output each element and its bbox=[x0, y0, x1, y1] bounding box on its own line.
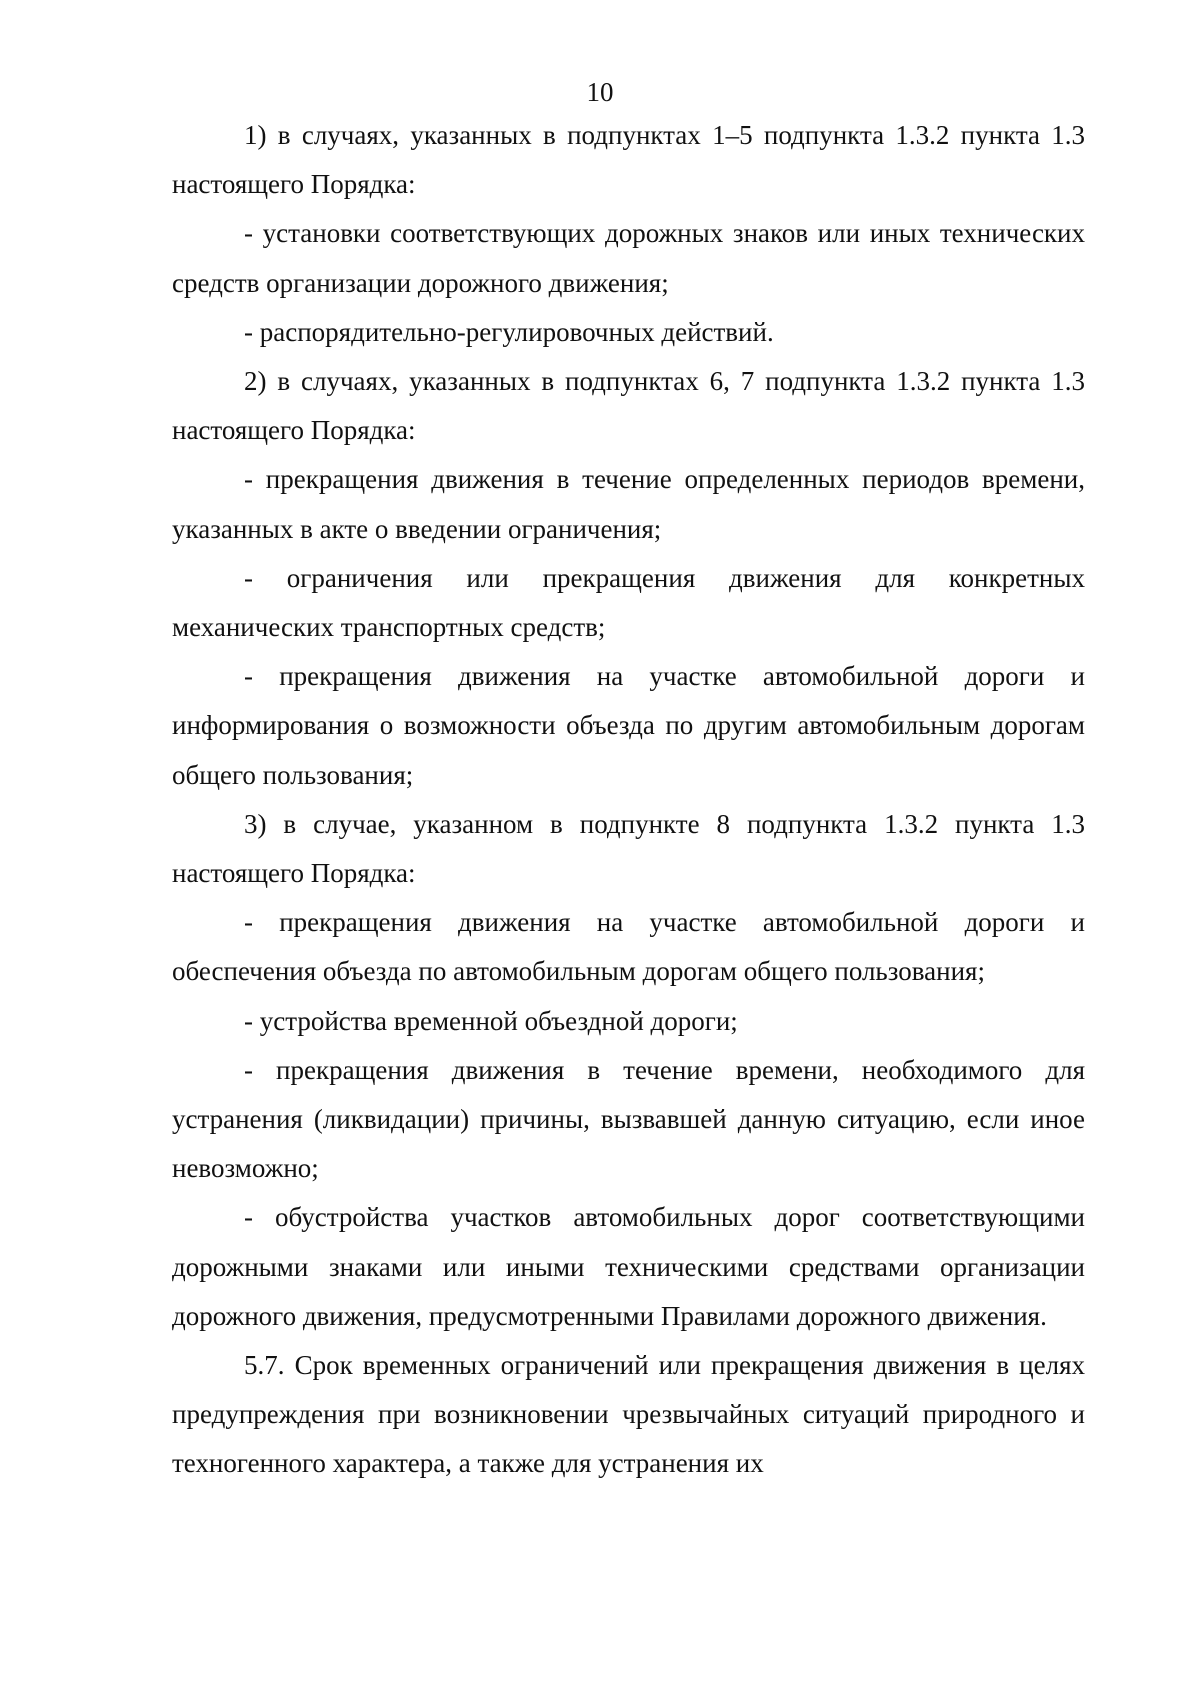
paragraph-bullet-road-signs: - установки соответствующих дорожных знаков или иных технических средств организации дорожного движения; bbox=[172, 218, 1085, 298]
paragraph-item-2: 2) в случаях, указанных в подпунктах 6, 7 подпункта 1.3.2 пункта 1.3 настоящего Порядка: bbox=[172, 366, 1085, 446]
paragraph-bullet-detour-information: - прекращения движения на участке автомобильной дороги и информирования о возможности объезда по другим автомобильным дорогам общего пользования; bbox=[172, 661, 1085, 790]
paragraph-bullet-temporary-bypass: - устройства временной объездной дороги; bbox=[244, 1005, 738, 1036]
paragraph-item-3: 3) в случае, указанном в подпункте 8 подпункта 1.3.2 пункта 1.3 настоящего Порядка: bbox=[172, 808, 1085, 889]
paragraph-bullet-road-equipment: - обустройства участков автомобильных дорог соответствующими дорожными знаками или иными техническими средствами организации дорожного движения, предусмотренными Правилами дорожного движения. bbox=[172, 1202, 1085, 1331]
paragraph-section-5-7: 5.7. Срок временных ограничений или прекращения движения в целях предупреждения при возникновении чрезвычайных ситуаций природного и техногенного характера, а также для устранения их bbox=[172, 1350, 1085, 1479]
paragraph-bullet-detour-provision: - прекращения движения на участке автомобильной дороги и обеспечения объезда по автомобильным дорогам общего пользования; bbox=[172, 907, 1085, 987]
page-number: 10 bbox=[586, 77, 614, 107]
paragraph-item-1: 1) в случаях, указанных в подпунктах 1–5 подпункта 1.3.2 пункта 1.3 настоящего Порядка: bbox=[172, 120, 1085, 200]
paragraph-bullet-vehicle-restriction: - ограничения или прекращения движения для конкретных механических транспортных средств; bbox=[172, 562, 1085, 643]
paragraph-bullet-regulation-actions: - распорядительно-регулировочных действий. bbox=[244, 316, 774, 347]
paragraph-bullet-stop-until-fixed: - прекращения движения в течение времени, необходимого для устранения (ликвидации) причины, вызвавшей данную ситуацию, если иное невозможно; bbox=[172, 1054, 1085, 1184]
paragraph-bullet-periodic-stop: - прекращения движения в течение определенных периодов времени, указанных в акте о введении ограничения; bbox=[172, 464, 1085, 544]
document-body bbox=[172, 111, 1085, 1489]
